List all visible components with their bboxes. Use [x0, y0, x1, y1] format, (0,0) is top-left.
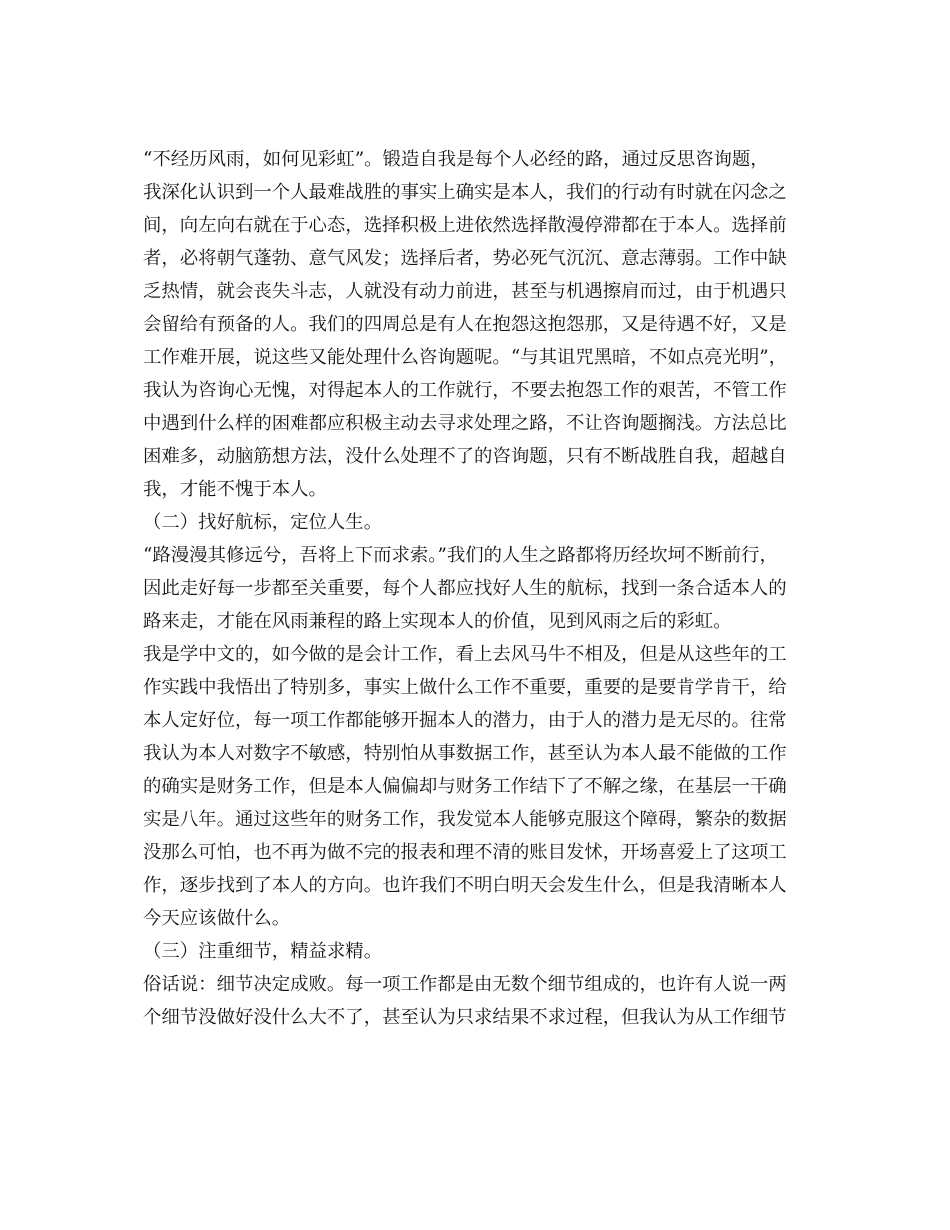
- text-line: 中遇到什么样的困难都应积极主动去寻求处理之路，不让咨询题搁浅。方法总比: [143, 413, 787, 434]
- text-line: 我认为咨询心无愧，对得起本人的工作就行，不要去抱怨工作的艰苦，不管工作: [143, 380, 787, 401]
- text-line: 本人定好位，每一项工作都能够开掘本人的潜力，由于人的潜力是无尽的。往常: [143, 710, 787, 731]
- text-line: 的确实是财务工作，但是本人偏偏却与财务工作结下了不解之缘，在基层一干确: [143, 776, 787, 797]
- text-line: 没那么可怕，也不再为做不完的报表和理不清的账目发怵，开场喜爱上了这项工: [143, 842, 787, 863]
- text-line: 工作难开展，说这些又能处理什么咨询题呢。“与其诅咒黑暗，不如点亮光明”，: [143, 347, 788, 368]
- text-line: 我，才能不愧于本人。: [143, 479, 327, 500]
- text-line: “路漫漫其修远兮，吾将上下而求索。”我们的人生之路都将历经坎坷不断前行，: [143, 545, 778, 566]
- text-line: 实是八年。通过这些年的财务工作，我发觉本人能够克服这个障碍，繁杂的数据: [143, 809, 787, 830]
- text-line: 个细节没做好没什么大不了，甚至认为只求结果不求过程，但我认为从工作细节: [143, 1007, 787, 1028]
- text-line: 者，必将朝气蓬勃、意气风发；选择后者，势必死气沉沉、意志薄弱。工作中缺: [143, 248, 787, 269]
- section-heading: （三）注重细节，精益求精。: [143, 941, 383, 962]
- text-line: 作实践中我悟出了特别多，事实上做什么工作不重要，重要的是要肯学肯干，给: [143, 677, 787, 698]
- text-line: 我深化认识到一个人最难战胜的事实上确实是本人，我们的行动有时就在闪念之: [143, 182, 787, 203]
- section-heading: （二）找好航标，定位人生。: [143, 512, 383, 533]
- text-line: 我认为本人对数字不敏感，特别怕从事数据工作，甚至认为本人最不能做的工作: [143, 743, 787, 764]
- text-line: 因此走好每一步都至关重要，每个人都应找好人生的航标，找到一条合适本人的: [143, 578, 787, 599]
- text-line: 今天应该做什么。: [143, 908, 291, 929]
- text-line: 间，向左向右就在于心态，选择积极上进依然选择散漫停滞都在于本人。选择前: [143, 215, 787, 236]
- text-line: “不经历风雨，如何见彩虹”。锻造自我是每个人必经的路，通过反思咨询题，: [143, 149, 769, 170]
- text-line: 俗话说：细节决定成败。每一项工作都是由无数个细节组成的，也许有人说一两: [143, 974, 787, 995]
- text-line: 作，逐步找到了本人的方向。也许我们不明白明天会发生什么，但是我清晰本人: [143, 875, 787, 896]
- text-line: 会留给有预备的人。我们的四周总是有人在抱怨这抱怨那，又是待遇不好，又是: [143, 314, 787, 335]
- text-line: 乏热情，就会丧失斗志，人就没有动力前进，甚至与机遇擦肩而过，由于机遇只: [143, 281, 787, 302]
- text-line: 我是学中文的，如今做的是会计工作，看上去风马牛不相及，但是从这些年的工: [143, 644, 787, 665]
- text-line: 路来走，才能在风雨兼程的路上实现本人的价值，见到风雨之后的彩虹。: [143, 611, 732, 632]
- text-line: 困难多，动脑筋想方法，没什么处理不了的咨询题，只有不断战胜自我，超越自: [143, 446, 787, 467]
